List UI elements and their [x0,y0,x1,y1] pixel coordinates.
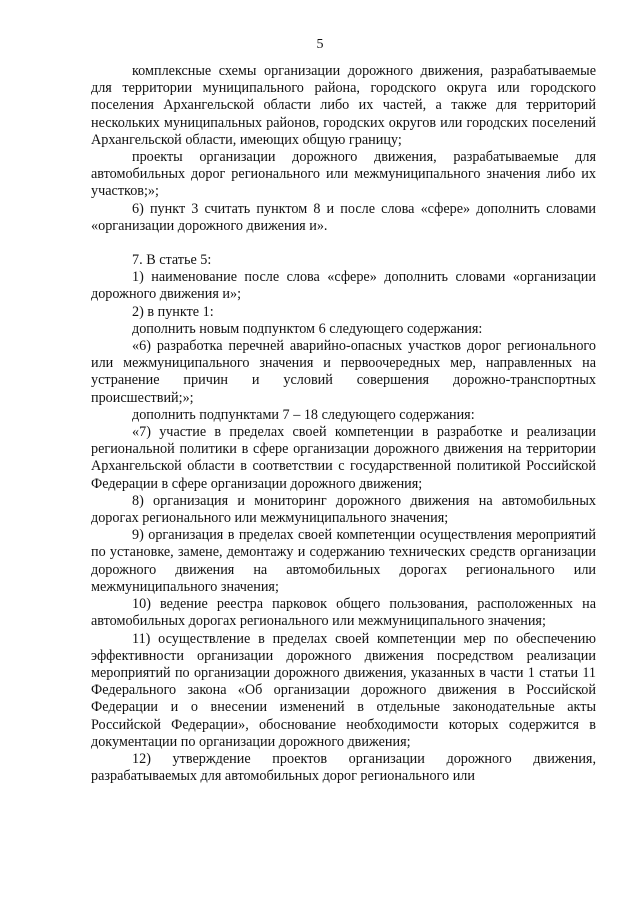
paragraph-article-5-heading: 7. В статье 5: [132,252,212,269]
paragraph-subitem-9: 9) организация в пределах своей компетенции осуществления мероприятий по установке, замене, демонтажу и содержанию технических средств организации дорожного движения на автомобильных дорогах регионального или межмуниципального значения; [91,527,596,595]
paragraph-subitem-10: 10) ведение реестра парковок общего пользования, расположенных на автомобильных дорогах регионального или межмуниципального значения; [91,596,596,630]
paragraph-complex-schemes: комплексные схемы организации дорожного движения, разрабатываемые для территории муниципального района, городского округа или городского поселения Архангельской области либо их частей, а также для территорий нескольких муниципальных районов, городских округов или городских поселений Архангельской области, имеющих общую границу; [91,63,596,148]
paragraph-add-subitem-6: дополнить новым подпунктом 6 следующего содержания: [132,320,483,337]
paragraph-subitem-6: «6) разработка перечней аварийно-опасных участков дорог регионального или межмуниципального значения и первоочередных мер, направленных на устранение причин и условий совершения дорожно-транспортных происшествий;»; [91,338,596,406]
paragraph-add-subitems-7-18: дополнить подпунктами 7 – 18 следующего содержания: [132,406,475,423]
paragraph-subitem-8: 8) организация и мониторинг дорожного движения на автомобильных дорогах регионального или межмуниципального значения; [91,492,596,527]
paragraph-subitem-7: «7) участие в пределах своей компетенции в разработке и реализации региональной политики в сфере организации дорожного движения на территории Архангельской области в соответствии с государственной политикой Российской Федерации в сфере организации дорожного движения; [91,424,596,492]
paragraph-item-2: 2) в пункте 1: [132,303,214,320]
paragraph-item-1: 1) наименование после слова «сфере» дополнить словами «организации дорожного движения и»; [91,269,596,303]
page-number: 5 [316,37,324,52]
document-body [91,63,596,785]
paragraph-projects: проекты организации дорожного движения, разрабатываемые для автомобильных дорог регионального или межмуниципального значения либо их участков;»; [91,149,596,200]
paragraph-subitem-11: 11) осуществление в пределах своей компетенции мер по обеспечению эффективности организации дорожного движения посредством реализации мероприятий по организации дорожного движения, указанных в части 1 статьи 11 Федерального закона «Об организации дорожного движения в Российской Федерации и о внесении изменений в отдельные законодательные акты Российской Федерации», обоснование необходимости которых содержится в документации по организации дорожного движения; [91,630,596,750]
paragraph-item-6: 6) пункт 3 считать пунктом 8 и после слова «сфере» дополнить словами «организации дорожного движения и». [91,200,596,234]
paragraph-spacer [91,235,596,252]
paragraph-subitem-12: 12) утверждение проектов организации дорожного движения, разрабатываемых для автомобильных дорог регионального или [91,750,596,785]
